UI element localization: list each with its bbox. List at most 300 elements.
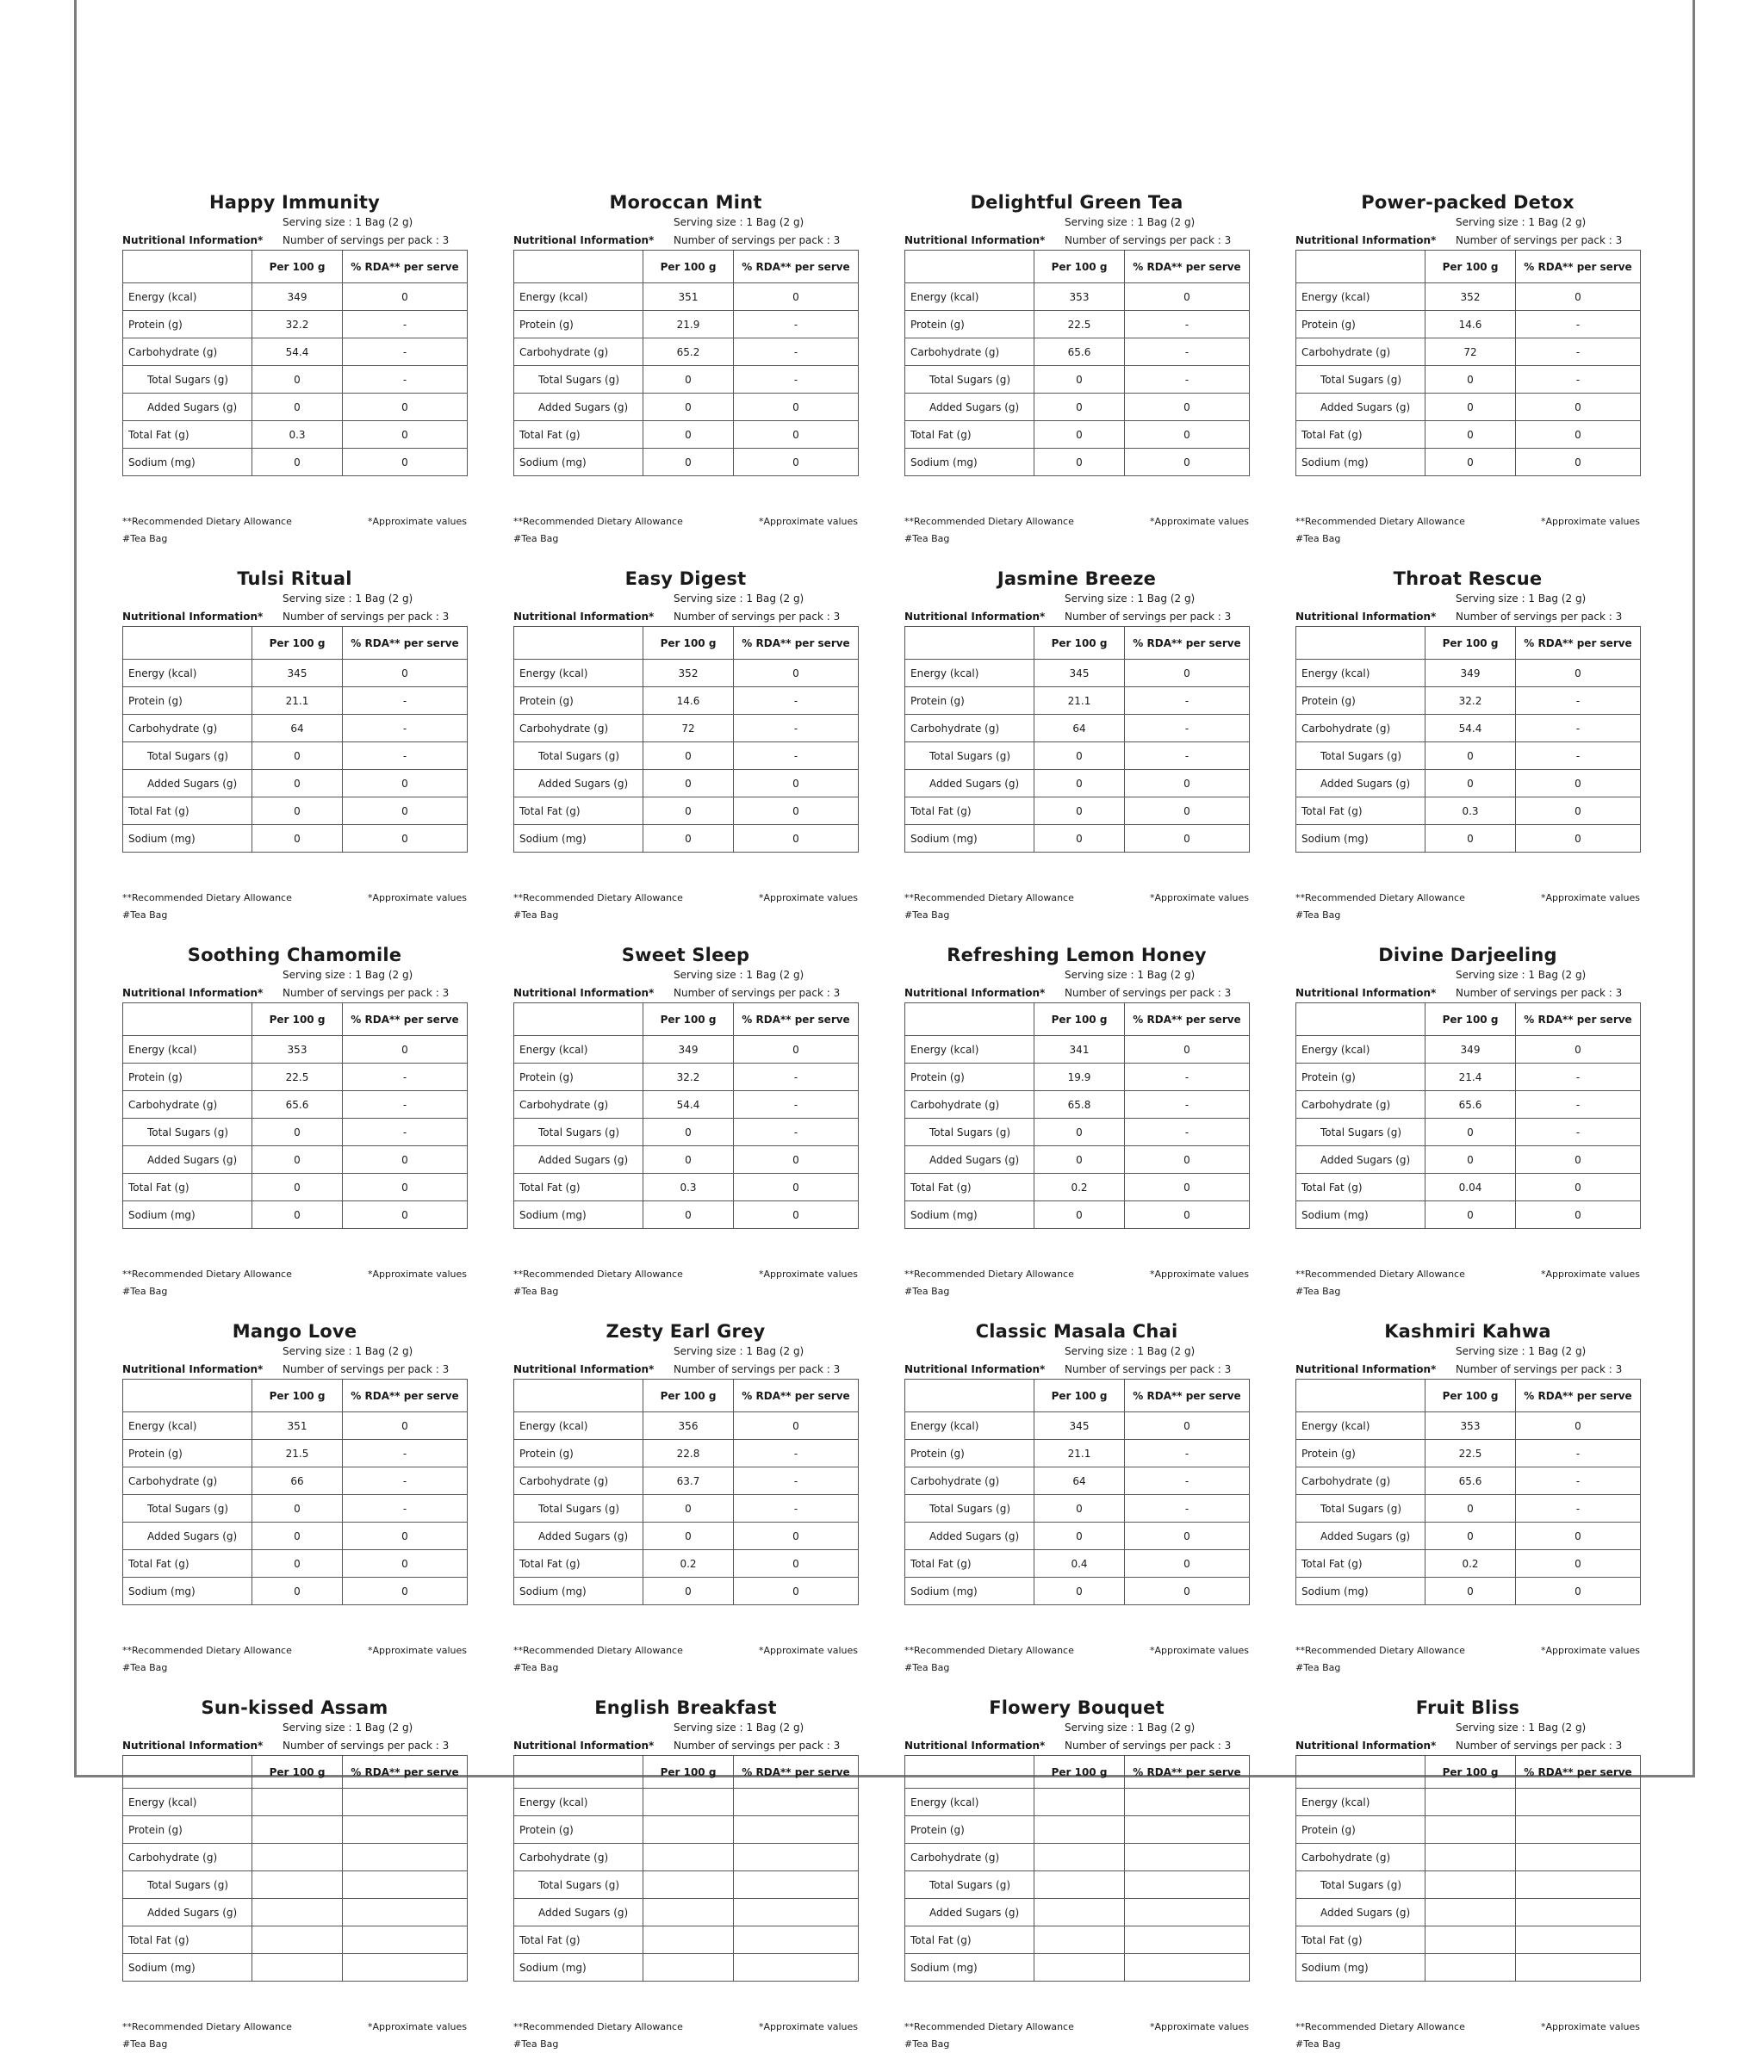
table-row: [905, 366, 1250, 394]
table-row: [905, 1174, 1250, 1201]
header-per-100g: Per 100 g: [252, 251, 343, 283]
rda-value: 0: [1516, 825, 1641, 853]
per-100g-value: 0.04: [1425, 1174, 1516, 1201]
rda-value: -: [734, 1091, 859, 1119]
nutritional-information-heading: Nutritional Information*: [513, 1363, 655, 1375]
per-100g-value: 0: [1425, 421, 1516, 449]
table-row: [905, 660, 1250, 687]
header-rda: % RDA** per serve: [1125, 251, 1250, 283]
nutrient-name: Total Sugars (g): [123, 1119, 252, 1146]
nutrient-name: Carbohydrate (g): [123, 1467, 252, 1495]
header-per-100g: Per 100 g: [1034, 251, 1125, 283]
per-100g-value: 0: [1034, 1119, 1125, 1146]
nutrient-name: Total Fat (g): [123, 1174, 252, 1201]
nutrient-name: Protein (g): [1296, 1440, 1425, 1467]
per-100g-value: 19.9: [1034, 1064, 1125, 1091]
label-title: Sweet Sleep: [621, 945, 750, 965]
header-blank: [514, 627, 643, 660]
serving-size: Serving size : 1 Bag (2 g): [674, 1721, 804, 1734]
per-100g-value: [1425, 1789, 1516, 1816]
footnote-approx: *Approximate values: [1540, 892, 1640, 903]
header-per-100g: Per 100 g: [643, 251, 734, 283]
per-100g-value: 0: [1034, 1495, 1125, 1523]
table-row: [1296, 1844, 1641, 1871]
per-100g-value: [252, 1954, 343, 1982]
rda-value: 0: [1125, 394, 1250, 421]
table-row: [1296, 742, 1641, 770]
table-row: [514, 311, 859, 338]
nutritional-information-heading: Nutritional Information*: [904, 611, 1046, 623]
table-row: [123, 1064, 468, 1091]
header-blank: [905, 1380, 1034, 1412]
footnote-tea-bag: #Tea Bag: [904, 1662, 950, 1673]
nutrient-name: Total Sugars (g): [514, 1871, 643, 1899]
table-row: [1296, 1091, 1641, 1119]
servings-per-pack: Number of servings per pack : 3: [1456, 1740, 1623, 1752]
table-row: [123, 1550, 468, 1578]
per-100g-value: 0: [1425, 1523, 1516, 1550]
label-title: Delightful Green Tea: [970, 192, 1183, 213]
header-blank: [123, 1003, 252, 1036]
label-title: Tulsi Ritual: [237, 568, 352, 589]
nutrient-name: Energy (kcal): [1296, 283, 1425, 311]
rda-value: 0: [343, 797, 468, 825]
rda-value: 0: [1516, 1174, 1641, 1201]
serving-size: Serving size : 1 Bag (2 g): [674, 969, 804, 981]
table-row: [514, 1954, 859, 1982]
nutrient-name: Protein (g): [123, 1440, 252, 1467]
nutrient-name: Sodium (mg): [514, 449, 643, 476]
rda-value: 0: [1125, 660, 1250, 687]
footnote-approx: *Approximate values: [1149, 1269, 1249, 1280]
header-rda: % RDA** per serve: [1125, 1756, 1250, 1789]
nutrient-name: Total Fat (g): [905, 421, 1034, 449]
rda-value: [1125, 1789, 1250, 1816]
rda-value: 0: [734, 1036, 859, 1064]
nutrition-table: [904, 250, 1250, 476]
table-row: [123, 825, 468, 853]
table-header-row: [905, 251, 1250, 283]
rda-value: 0: [734, 1578, 859, 1605]
nutritional-information-heading: Nutritional Information*: [904, 234, 1046, 246]
header-per-100g: Per 100 g: [643, 627, 734, 660]
header-per-100g: Per 100 g: [1034, 1003, 1125, 1036]
per-100g-value: [643, 1789, 734, 1816]
nutritional-information-heading: Nutritional Information*: [513, 987, 655, 999]
nutrient-name: Added Sugars (g): [123, 1523, 252, 1550]
rda-value: [1125, 1954, 1250, 1982]
table-row: [514, 1899, 859, 1926]
nutrient-name: Total Fat (g): [514, 421, 643, 449]
servings-per-pack: Number of servings per pack : 3: [1065, 611, 1232, 623]
rda-value: [1516, 1816, 1641, 1844]
rda-value: -: [1125, 687, 1250, 715]
per-100g-value: 65.6: [1425, 1091, 1516, 1119]
table-row: [905, 825, 1250, 853]
header-per-100g: Per 100 g: [1425, 627, 1516, 660]
nutrient-name: Protein (g): [514, 311, 643, 338]
header-rda: % RDA** per serve: [1125, 1003, 1250, 1036]
header-per-100g: Per 100 g: [252, 1756, 343, 1789]
footnote-rda: **Recommended Dietary Allowance: [513, 1269, 683, 1280]
rda-value: -: [1125, 1091, 1250, 1119]
nutrition-label: [122, 1693, 467, 2072]
header-per-100g: Per 100 g: [252, 1380, 343, 1412]
table-row: [514, 1146, 859, 1174]
per-100g-value: 0: [1425, 742, 1516, 770]
table-row: [123, 1789, 468, 1816]
per-100g-value: 0: [643, 1201, 734, 1229]
nutrient-name: Total Fat (g): [123, 421, 252, 449]
table-row: [1296, 1201, 1641, 1229]
nutrient-name: Added Sugars (g): [1296, 770, 1425, 797]
per-100g-value: 353: [252, 1036, 343, 1064]
table-row: [905, 1550, 1250, 1578]
nutrient-name: Total Sugars (g): [1296, 1871, 1425, 1899]
nutrient-name: Protein (g): [123, 1064, 252, 1091]
table-row: [905, 1201, 1250, 1229]
per-100g-value: 0.3: [252, 421, 343, 449]
header-rda: % RDA** per serve: [734, 1756, 859, 1789]
table-row: [905, 394, 1250, 421]
label-title: Easy Digest: [624, 568, 747, 589]
rda-value: [734, 1844, 859, 1871]
header-rda: % RDA** per serve: [734, 1003, 859, 1036]
nutrition-label: [122, 1317, 467, 1696]
nutrient-name: Protein (g): [123, 687, 252, 715]
per-100g-value: 0: [1034, 366, 1125, 394]
header-rda: % RDA** per serve: [734, 1380, 859, 1412]
per-100g-value: 21.9: [643, 311, 734, 338]
nutrient-name: Energy (kcal): [514, 1036, 643, 1064]
nutrient-name: Total Sugars (g): [905, 742, 1034, 770]
footnote-tea-bag: #Tea Bag: [513, 909, 559, 921]
servings-per-pack: Number of servings per pack : 3: [674, 987, 841, 999]
per-100g-value: 0: [1034, 421, 1125, 449]
footnote-approx: *Approximate values: [758, 2021, 858, 2032]
table-row: [514, 1412, 859, 1440]
nutrient-name: Total Sugars (g): [514, 1119, 643, 1146]
nutrient-name: Carbohydrate (g): [123, 1091, 252, 1119]
table-row: [1296, 1146, 1641, 1174]
table-header-row: [905, 1003, 1250, 1036]
nutrient-name: Carbohydrate (g): [905, 715, 1034, 742]
nutrient-name: Total Sugars (g): [1296, 742, 1425, 770]
per-100g-value: [643, 1871, 734, 1899]
per-100g-value: 353: [1425, 1412, 1516, 1440]
per-100g-value: 349: [1425, 660, 1516, 687]
rda-value: [1125, 1844, 1250, 1871]
rda-value: -: [1516, 742, 1641, 770]
nutrient-name: Protein (g): [123, 311, 252, 338]
nutrition-label: [1295, 940, 1640, 1319]
nutrient-name: Protein (g): [905, 1816, 1034, 1844]
servings-per-pack: Number of servings per pack : 3: [1065, 1363, 1232, 1375]
nutrient-name: Total Fat (g): [905, 1926, 1034, 1954]
footnote-rda: **Recommended Dietary Allowance: [122, 516, 292, 527]
per-100g-value: 0: [1425, 1119, 1516, 1146]
table-row: [514, 1119, 859, 1146]
nutrient-name: Sodium (mg): [1296, 449, 1425, 476]
table-row: [123, 1844, 468, 1871]
nutrient-name: Energy (kcal): [123, 1036, 252, 1064]
rda-value: -: [1125, 1467, 1250, 1495]
rda-value: -: [1125, 338, 1250, 366]
header-rda: % RDA** per serve: [734, 627, 859, 660]
rda-value: -: [343, 1091, 468, 1119]
nutritional-information-heading: Nutritional Information*: [1295, 234, 1437, 246]
header-blank: [1296, 627, 1425, 660]
rda-value: 0: [1125, 421, 1250, 449]
per-100g-value: 0: [252, 1201, 343, 1229]
nutritional-information-heading: Nutritional Information*: [122, 234, 264, 246]
rda-value: 0: [343, 1523, 468, 1550]
nutrient-name: Total Sugars (g): [1296, 366, 1425, 394]
nutrient-name: Total Fat (g): [514, 797, 643, 825]
rda-value: -: [343, 1440, 468, 1467]
rda-value: -: [1516, 1467, 1641, 1495]
per-100g-value: 0: [1034, 1578, 1125, 1605]
footnote-rda: **Recommended Dietary Allowance: [122, 1645, 292, 1656]
table-row: [1296, 1523, 1641, 1550]
rda-value: 0: [1125, 1146, 1250, 1174]
serving-size: Serving size : 1 Bag (2 g): [1065, 592, 1196, 605]
table-header-row: [514, 627, 859, 660]
header-per-100g: Per 100 g: [643, 1380, 734, 1412]
footnote-approx: *Approximate values: [367, 516, 467, 527]
nutrient-name: Added Sugars (g): [1296, 1523, 1425, 1550]
rda-value: -: [1125, 1495, 1250, 1523]
table-row: [123, 1119, 468, 1146]
nutrition-label: [122, 188, 467, 567]
per-100g-value: 356: [643, 1412, 734, 1440]
per-100g-value: 0: [1425, 1146, 1516, 1174]
label-title: Throat Rescue: [1393, 568, 1543, 589]
header-per-100g: Per 100 g: [1425, 1003, 1516, 1036]
footnote-tea-bag: #Tea Bag: [1295, 2038, 1341, 2050]
footnote-tea-bag: #Tea Bag: [513, 2038, 559, 2050]
per-100g-value: [252, 1899, 343, 1926]
rda-value: 0: [1125, 1523, 1250, 1550]
nutrition-label: [1295, 188, 1640, 567]
header-per-100g: Per 100 g: [1425, 251, 1516, 283]
table-row: [1296, 1578, 1641, 1605]
header-blank: [514, 1003, 643, 1036]
per-100g-value: [1034, 1926, 1125, 1954]
footnote-approx: *Approximate values: [758, 1269, 858, 1280]
rda-value: 0: [1125, 449, 1250, 476]
nutrient-name: Carbohydrate (g): [905, 1467, 1034, 1495]
rda-value: [343, 1871, 468, 1899]
rda-value: [343, 1789, 468, 1816]
per-100g-value: 0: [1034, 770, 1125, 797]
nutrient-name: Total Sugars (g): [905, 1495, 1034, 1523]
per-100g-value: [1034, 1789, 1125, 1816]
per-100g-value: 0: [1425, 825, 1516, 853]
table-row: [514, 283, 859, 311]
per-100g-value: 0: [643, 770, 734, 797]
nutritional-information-heading: Nutritional Information*: [1295, 1363, 1437, 1375]
table-row: [514, 1174, 859, 1201]
rda-value: -: [343, 1467, 468, 1495]
per-100g-value: 21.4: [1425, 1064, 1516, 1091]
nutrient-name: Added Sugars (g): [905, 770, 1034, 797]
nutrient-name: Total Sugars (g): [514, 1495, 643, 1523]
nutrient-name: Total Sugars (g): [123, 742, 252, 770]
header-per-100g: Per 100 g: [252, 1003, 343, 1036]
header-rda: % RDA** per serve: [1516, 1380, 1641, 1412]
label-title: Soothing Chamomile: [187, 945, 402, 965]
rda-value: 0: [1125, 1036, 1250, 1064]
rda-value: 0: [1125, 825, 1250, 853]
table-row: [514, 1789, 859, 1816]
nutrition-label: [1295, 1693, 1640, 2072]
per-100g-value: 0: [252, 366, 343, 394]
footnote-rda: **Recommended Dietary Allowance: [904, 2021, 1074, 2032]
per-100g-value: 22.5: [1034, 311, 1125, 338]
rda-value: -: [1516, 338, 1641, 366]
nutrient-name: Energy (kcal): [514, 660, 643, 687]
per-100g-value: 0: [252, 1550, 343, 1578]
per-100g-value: 341: [1034, 1036, 1125, 1064]
footnote-approx: *Approximate values: [367, 1269, 467, 1280]
per-100g-value: [1425, 1899, 1516, 1926]
rda-value: 0: [343, 394, 468, 421]
table-row: [123, 742, 468, 770]
table-row: [905, 421, 1250, 449]
table-row: [905, 715, 1250, 742]
rda-value: 0: [343, 1036, 468, 1064]
nutrition-table: [122, 1379, 468, 1605]
nutrient-name: Added Sugars (g): [123, 394, 252, 421]
header-blank: [905, 627, 1034, 660]
table-row: [905, 742, 1250, 770]
nutritional-information-heading: Nutritional Information*: [122, 611, 264, 623]
rda-value: -: [1516, 311, 1641, 338]
table-row: [1296, 1926, 1641, 1954]
rda-value: -: [343, 311, 468, 338]
table-row: [1296, 1174, 1641, 1201]
header-blank: [1296, 1003, 1425, 1036]
table-row: [514, 660, 859, 687]
per-100g-value: 65.2: [643, 338, 734, 366]
table-row: [123, 1146, 468, 1174]
per-100g-value: [643, 1844, 734, 1871]
nutrient-name: Energy (kcal): [514, 1789, 643, 1816]
per-100g-value: [252, 1871, 343, 1899]
per-100g-value: 0: [252, 770, 343, 797]
per-100g-value: 21.5: [252, 1440, 343, 1467]
nutrient-name: Energy (kcal): [905, 283, 1034, 311]
table-row: [514, 421, 859, 449]
rda-value: 0: [1516, 1036, 1641, 1064]
per-100g-value: 22.8: [643, 1440, 734, 1467]
table-row: [1296, 770, 1641, 797]
nutrient-name: Carbohydrate (g): [1296, 1091, 1425, 1119]
footnote-rda: **Recommended Dietary Allowance: [122, 2021, 292, 2032]
nutrition-label: [513, 0, 858, 3]
nutrient-name: Added Sugars (g): [905, 1146, 1034, 1174]
serving-size: Serving size : 1 Bag (2 g): [1456, 592, 1587, 605]
servings-per-pack: Number of servings per pack : 3: [283, 234, 450, 246]
header-per-100g: Per 100 g: [252, 627, 343, 660]
rda-value: -: [1516, 1064, 1641, 1091]
per-100g-value: [252, 1789, 343, 1816]
table-row: [123, 1816, 468, 1844]
nutrient-name: Sodium (mg): [123, 449, 252, 476]
table-row: [905, 311, 1250, 338]
serving-size: Serving size : 1 Bag (2 g): [674, 592, 804, 605]
nutrient-name: Protein (g): [1296, 311, 1425, 338]
rda-value: 0: [734, 1550, 859, 1578]
header-blank: [123, 627, 252, 660]
serving-size: Serving size : 1 Bag (2 g): [1456, 1721, 1587, 1734]
label-title: Sun-kissed Assam: [201, 1697, 388, 1718]
nutrient-name: Protein (g): [905, 1064, 1034, 1091]
rda-value: [734, 1926, 859, 1954]
header-blank: [514, 1380, 643, 1412]
per-100g-value: 64: [1034, 715, 1125, 742]
footnote-rda: **Recommended Dietary Allowance: [1295, 892, 1465, 903]
rda-value: 0: [734, 1523, 859, 1550]
footnote-approx: *Approximate values: [1149, 2021, 1249, 2032]
header-blank: [123, 1756, 252, 1789]
rda-value: -: [734, 338, 859, 366]
table-row: [1296, 1036, 1641, 1064]
rda-value: 0: [343, 770, 468, 797]
per-100g-value: 66: [252, 1467, 343, 1495]
header-per-100g: Per 100 g: [1425, 1756, 1516, 1789]
table-row: [514, 449, 859, 476]
per-100g-value: [1425, 1816, 1516, 1844]
rda-value: 0: [1516, 797, 1641, 825]
per-100g-value: 0: [1425, 1201, 1516, 1229]
nutrition-label: [122, 0, 467, 3]
per-100g-value: 353: [1034, 283, 1125, 311]
rda-value: 0: [1125, 1201, 1250, 1229]
header-blank: [123, 251, 252, 283]
label-title: Power-packed Detox: [1361, 192, 1575, 213]
nutrient-name: Energy (kcal): [905, 1789, 1034, 1816]
rda-value: 0: [734, 449, 859, 476]
footnote-rda: **Recommended Dietary Allowance: [122, 892, 292, 903]
table-row: [905, 1495, 1250, 1523]
footnote-rda: **Recommended Dietary Allowance: [513, 2021, 683, 2032]
table-header-row: [514, 1003, 859, 1036]
nutrient-name: Added Sugars (g): [1296, 1146, 1425, 1174]
table-row: [514, 1036, 859, 1064]
serving-size: Serving size : 1 Bag (2 g): [1065, 216, 1196, 228]
nutrition-label: [904, 1317, 1249, 1696]
rda-value: 0: [734, 660, 859, 687]
nutrient-name: Total Sugars (g): [1296, 1119, 1425, 1146]
table-row: [514, 1844, 859, 1871]
rda-value: [1516, 1926, 1641, 1954]
table-row: [123, 394, 468, 421]
rda-value: -: [1516, 715, 1641, 742]
rda-value: [734, 1899, 859, 1926]
footnote-rda: **Recommended Dietary Allowance: [513, 516, 683, 527]
table-row: [1296, 1440, 1641, 1467]
servings-per-pack: Number of servings per pack : 3: [674, 1363, 841, 1375]
footnote-rda: **Recommended Dietary Allowance: [904, 892, 1074, 903]
label-title: Zesty Earl Grey: [606, 1321, 766, 1342]
label-title: Jasmine Breeze: [997, 568, 1157, 589]
rda-value: [734, 1871, 859, 1899]
per-100g-value: 0.2: [1034, 1174, 1125, 1201]
per-100g-value: 0: [643, 421, 734, 449]
header-rda: % RDA** per serve: [343, 1380, 468, 1412]
